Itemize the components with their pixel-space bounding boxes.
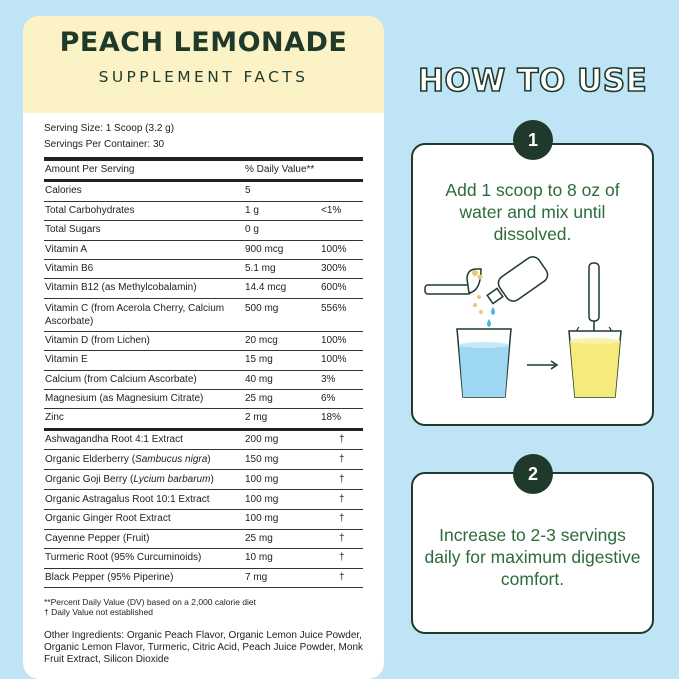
- dagger-footnote: † Daily Value not established: [44, 607, 153, 618]
- header-dv: % Daily Value**: [245, 164, 315, 175]
- nutrient-amount: 7 mg: [245, 571, 268, 583]
- step-2-card: [411, 472, 654, 634]
- nutrient-name: Calories: [45, 185, 82, 197]
- nutrient-name: Calcium (from Calcium Ascorbate): [45, 373, 197, 385]
- nutrient-dv: 556%: [321, 302, 347, 314]
- nutrient-dv: 600%: [321, 282, 347, 294]
- nutrient-dv: 100%: [321, 243, 347, 255]
- nutrient-name: Vitamin A: [45, 243, 88, 255]
- dv-footnote: **Percent Daily Value (DV) based on a 2,000 calorie diet: [44, 596, 256, 607]
- nutrient-dv: [321, 182, 363, 200]
- facts-subtitle: SUPPLEMENT FACTS: [98, 68, 309, 86]
- table-row: [44, 390, 363, 409]
- nutrient-name: Vitamin C (from Acerola Cherry, Calcium Ascorbate): [45, 302, 225, 327]
- table-row: [44, 549, 363, 568]
- step-1-card: [411, 143, 654, 426]
- table-row: [44, 182, 363, 201]
- nutrient-dv: 6%: [321, 393, 336, 405]
- nutrient-amount: 5: [245, 185, 251, 197]
- nutrient-dv: †: [339, 532, 345, 544]
- nutrient-rows: [44, 182, 363, 588]
- table-row: [44, 490, 363, 510]
- nutrient-name: Total Sugars: [45, 224, 101, 236]
- nutrient-dv: †: [339, 571, 345, 583]
- nutrient-amount: 10 mg: [245, 552, 273, 564]
- nutrient-dv: 18%: [321, 412, 342, 424]
- nutrient-amount: 14.4 mcg: [245, 282, 287, 294]
- nutrient-amount: 1 g: [245, 204, 259, 216]
- nutrient-amount: 2 mg: [245, 412, 268, 424]
- servings-per-container: Servings Per Container: 30: [44, 139, 165, 150]
- nutrient-amount: 0 g: [245, 224, 259, 236]
- nutrient-name: Vitamin B6: [45, 263, 94, 275]
- table-row: [44, 279, 363, 298]
- nutrient-name: Organic Ginger Root Extract: [45, 513, 171, 525]
- nutrient-amount: 200 mg: [245, 433, 279, 445]
- nutrient-name: Organic Elderberry (Sambucus nigra): [45, 454, 211, 466]
- nutrient-amount: 40 mg: [245, 373, 273, 385]
- glass-lemonade-icon: [569, 331, 621, 397]
- nutrient-dv: [321, 221, 363, 239]
- nutrient-amount: 25 mg: [245, 532, 273, 544]
- serving-size: Serving Size: 1 Scoop (3.2 g): [44, 123, 175, 134]
- nutrient-name: Turmeric Root (95% Curcuminoids): [45, 552, 202, 564]
- header-amount: Amount Per Serving: [45, 164, 135, 175]
- other-ingredients: Other Ingredients: Organic Peach Flavor, Organic Lemon Juice Powder, Organic Lemon Flavor, Turmeric, Citric Acid, Peach Juice Powder, Monk Fruit Extract, Silicon Dioxide: [44, 629, 364, 665]
- mixing-illustration: [417, 249, 653, 419]
- nutrient-dv: †: [339, 552, 345, 564]
- table-row: [44, 221, 363, 240]
- nutrient-amount: 500 mg: [245, 302, 279, 314]
- table-row: [44, 409, 363, 430]
- nutrient-dv: †: [339, 433, 345, 445]
- nutrient-amount: 150 mg: [245, 454, 279, 466]
- nutrient-dv: †: [339, 513, 345, 525]
- nutrient-dv: 100%: [321, 334, 347, 346]
- table-row: [44, 260, 363, 279]
- table-row: [44, 450, 363, 470]
- facts-body: [23, 113, 384, 666]
- nutrient-amount: 25 mg: [245, 393, 273, 405]
- supplement-facts-panel: [23, 16, 384, 679]
- nutrient-dv: 300%: [321, 263, 347, 275]
- nutrient-amount: 15 mg: [245, 354, 273, 366]
- nutrient-dv: <1%: [321, 204, 342, 216]
- nutrient-dv: †: [339, 454, 345, 466]
- facts-header: [23, 16, 384, 113]
- nutrient-name: Ashwagandha Root 4:1 Extract: [45, 433, 183, 445]
- nutrient-name: Vitamin E: [45, 354, 88, 366]
- nutrient-dv: †: [339, 474, 345, 486]
- table-row: [44, 530, 363, 549]
- nutrient-dv: 100%: [321, 354, 347, 366]
- nutrient-amount: 900 mcg: [245, 243, 284, 255]
- table-row: [44, 470, 363, 490]
- nutrient-name: Total Carbohydrates: [45, 204, 135, 216]
- nutrient-amount: 100 mg: [245, 494, 279, 506]
- nutrient-amount: 100 mg: [245, 474, 279, 486]
- table-row: [44, 241, 363, 260]
- table-row: [44, 431, 363, 450]
- glass-water-icon: [457, 329, 511, 397]
- step-2-text: Increase to 2-3 servings daily for maximum digestive comfort.: [424, 525, 641, 589]
- product-title: PEACH LEMONADE: [59, 27, 348, 58]
- arrow-right-icon: [527, 361, 557, 369]
- nutrient-name: Cayenne Pepper (Fruit): [45, 532, 150, 544]
- table-row: [44, 371, 363, 390]
- nutrient-name: Black Pepper (95% Piperine): [45, 571, 174, 583]
- table-row: [44, 299, 363, 332]
- nutrient-name: Organic Astragalus Root 10:1 Extract: [45, 494, 210, 506]
- step-1-text: Add 1 scoop to 8 oz of water and mix until dissolved.: [445, 180, 620, 244]
- nutrient-name: Vitamin D (from Lichen): [45, 334, 150, 346]
- nutrient-dv: 3%: [321, 373, 336, 385]
- table-row: [44, 510, 363, 529]
- nutrient-amount: 20 mcg: [245, 334, 278, 346]
- step-2-badge: 2: [513, 454, 553, 494]
- table-header-row: [44, 161, 363, 182]
- nutrient-name: Magnesium (as Magnesium Citrate): [45, 393, 204, 405]
- table-row: [44, 332, 363, 351]
- nutrient-name: Zinc: [45, 412, 64, 424]
- nutrient-name: Vitamin B12 (as Methylcobalamin): [45, 282, 197, 294]
- bottle-icon: [487, 254, 550, 304]
- step-1-badge: 1: [513, 120, 553, 160]
- scoop-icon: [425, 269, 483, 294]
- footnotes: [44, 597, 363, 618]
- table-row: [44, 351, 363, 370]
- nutrient-dv: †: [339, 494, 345, 506]
- nutrient-name: Organic Goji Berry (Lycium barbarum): [45, 474, 214, 486]
- nutrient-amount: 5.1 mg: [245, 263, 276, 275]
- table-row: [44, 569, 363, 588]
- table-row: [44, 202, 363, 221]
- nutrient-amount: 100 mg: [245, 513, 279, 525]
- how-to-use-title: HOW TO USE: [418, 63, 648, 99]
